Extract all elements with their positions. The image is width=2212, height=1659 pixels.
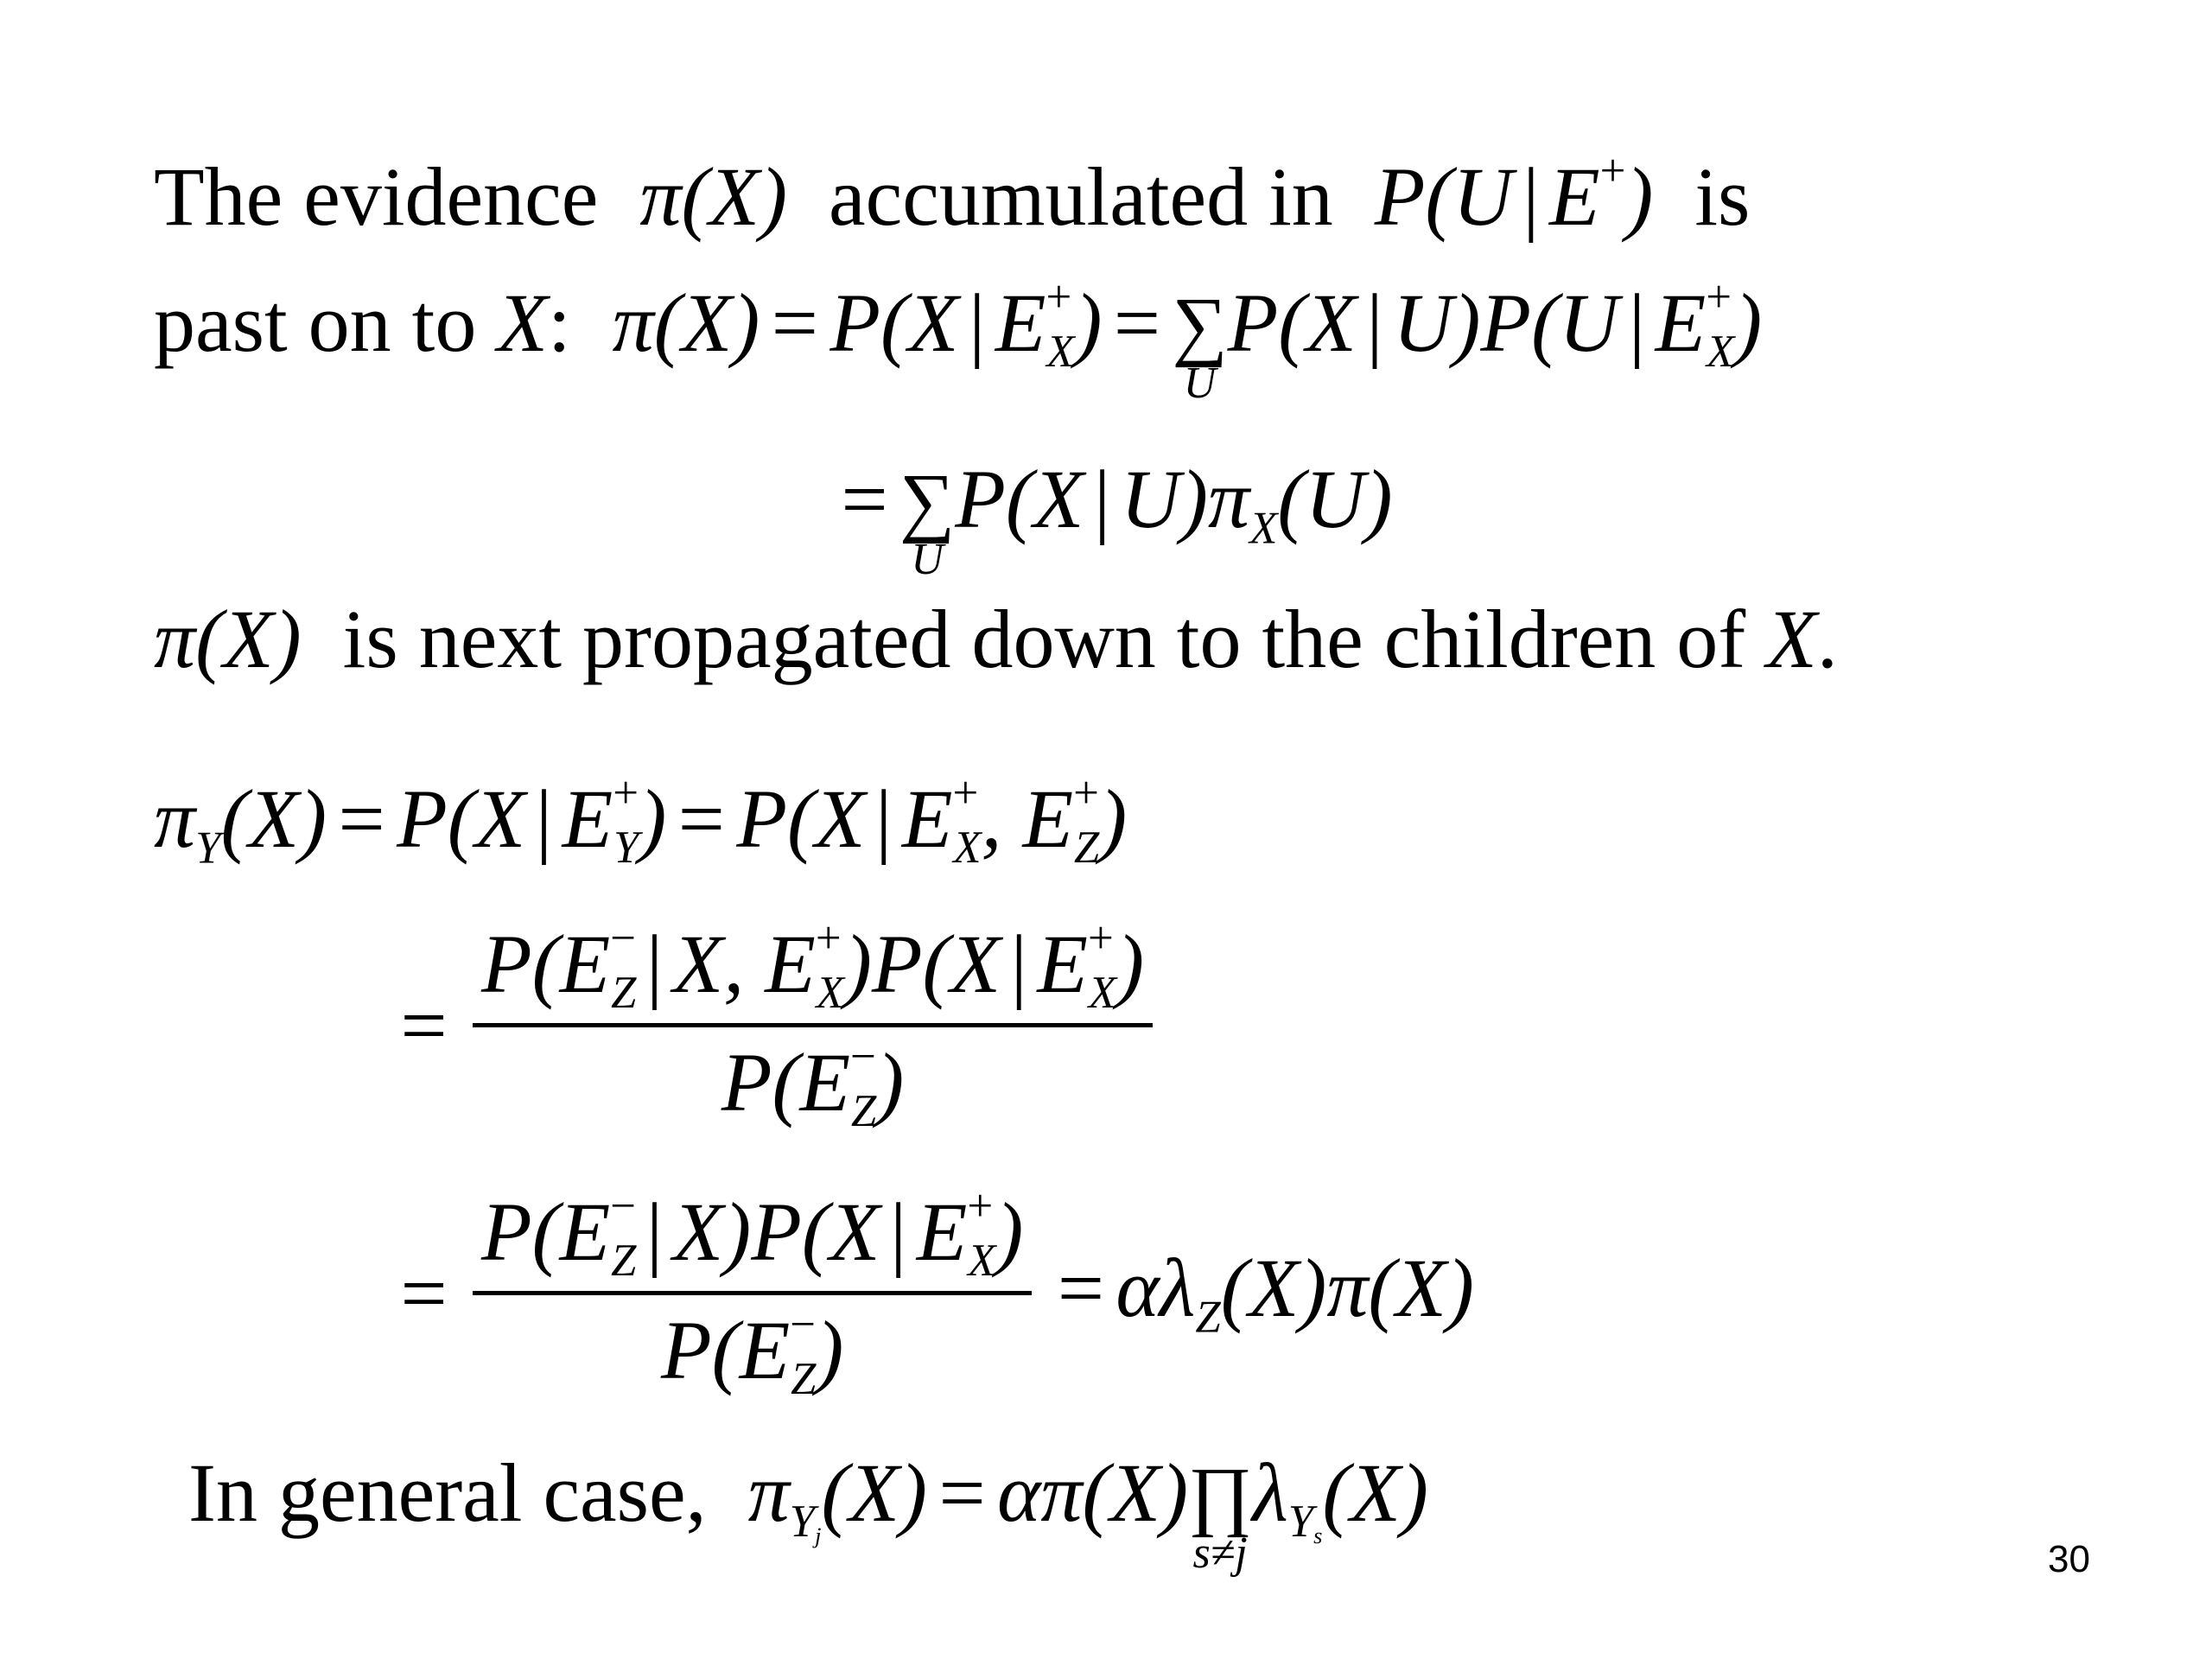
equation-pi-x-sum-form: = ∑ U P(X | $U)\pi_X(U)$ bbox=[841, 453, 1393, 584]
product-over-s-not-j: ∏ s≠j bbox=[1188, 1452, 1253, 1578]
equation-pi-x-definition: π(X) = P(X | $E^+_X$) = ∑ U P(X | U)P(U | $E^+_X$) bbox=[591, 272, 1763, 408]
text-period: . bbox=[1816, 593, 1838, 685]
line-past-on-to-x bbox=[154, 272, 1763, 408]
sum-over-u-second: ∑ U bbox=[899, 459, 956, 584]
math-pi-x-start: π(X) bbox=[154, 593, 322, 685]
fraction-bayes: $P(E^-_Z$ | X, $E^+_X)P(X$ | $E^+_X$) $P(E^-_Z)$ bbox=[473, 916, 1153, 1135]
text-is: is bbox=[1694, 149, 1751, 243]
text-accumulated-in: accumulated in bbox=[829, 149, 1333, 243]
text-var-x: X bbox=[497, 276, 548, 369]
text-the-evidence: The evidence bbox=[154, 149, 599, 243]
fraction-simplified: $P(E^-_Z$ | X)P(X | $E^+_X$) $P(E^-_Z)$ bbox=[473, 1184, 1032, 1402]
text-past-on-to: past on to bbox=[154, 276, 477, 369]
text-colon: : bbox=[547, 276, 571, 369]
sum-over-u: ∑ U bbox=[1172, 282, 1228, 408]
text-var-x-end: X bbox=[1766, 593, 1817, 685]
line-propagated-down bbox=[154, 593, 1838, 685]
text-next-propagated: is next propagated down to the children of bbox=[342, 593, 1746, 685]
math-p-u-given-e-plus: P(U | E+) bbox=[1353, 146, 1675, 243]
equation-general-case: $\pi_{Yj}(X)$ = απ(X)∏ s≠j $\lambda_{Ys}(X)$ bbox=[727, 1446, 1428, 1578]
equation-lambda-result: = $P(E^-_Z$ | X)P(X | $E^+_X$) $P(E^-_Z)$ = $\alpha\lambda_Z(X)\pi(X)$ bbox=[400, 1181, 1474, 1405]
line-general-case bbox=[188, 1446, 1428, 1578]
equation-pi-y-x: $\pi_Y(X) = P(X$ | $E^+_Y) = P(X$ | $E^+_X$, $E^+_Z$) bbox=[154, 768, 1128, 874]
text-in-general-case: In general case, bbox=[188, 1446, 707, 1539]
math-pi-x: π(X) bbox=[619, 149, 809, 243]
slide-number: 30 bbox=[2048, 1538, 2090, 1580]
line-evidence-accumulated bbox=[154, 146, 1751, 243]
equation-bayes-fraction: = $P(E^-_Z$ | X, $E^+_X)P(X$ | $E^+_X$) $P(E^-_Z)$ bbox=[389, 916, 1166, 1135]
